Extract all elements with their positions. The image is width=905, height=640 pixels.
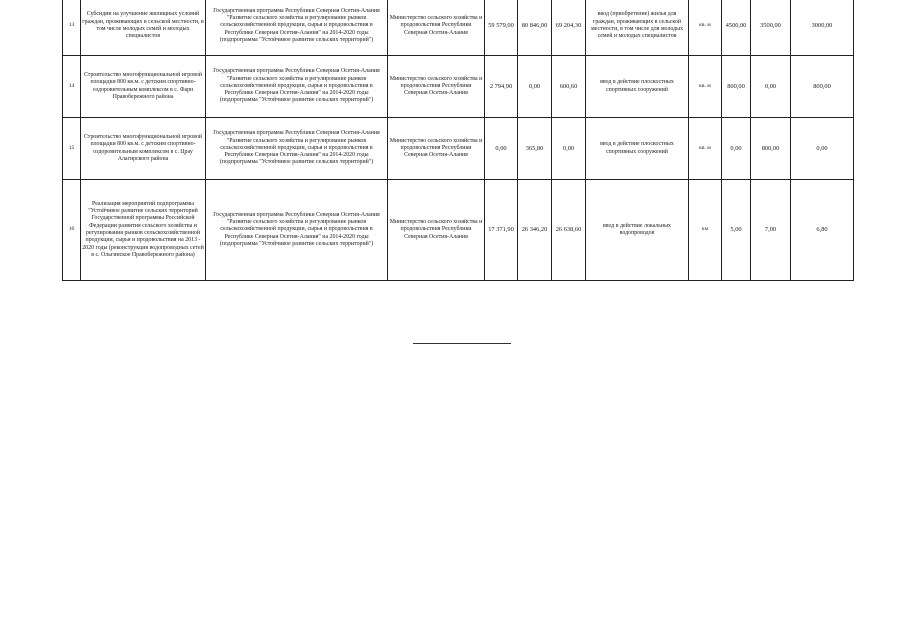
indicator-name: ввод (приобретение) жилья для граждан, проживающих в сельской местности, в том числе для молодых семей и молодых специалистов (586, 0, 689, 56)
row-number: 14 (63, 56, 81, 118)
page-separator (413, 343, 511, 344)
executor: Министерство сельского хозяйства и продовольствия Республики Северная Осетия-Алания (388, 0, 485, 56)
funding-value: 17 371,90 (485, 180, 518, 281)
indicator-value: 7,00 (751, 180, 791, 281)
funding-value: 26 346,20 (518, 180, 552, 281)
executor: Министерство сельского хозяйства и продовольствия Республики Северная Осетия-Алания (388, 118, 485, 180)
measure-name: Строительство многофункциональной игровой площадки 800 кв.м. с детским спортивно-оздоровительным комплексом в с. Црау Алагирского района (81, 118, 206, 180)
program-table (62, 0, 854, 281)
funding-value: 0,00 (518, 56, 552, 118)
program-name: Государственная программа Республики Северная Осетия-Алания "Развитие сельского хозяйства и регулирование рынков сельскохозяйственной продукции, сырья и продовольствия в Республике Северная Осетия-Алания" на 2014-2020 годы (подпрограмма "Устойчивое развитие сельских территорий") (206, 56, 388, 118)
indicator-value: 6,80 (791, 180, 854, 281)
funding-value: 26 638,60 (552, 180, 586, 281)
table-row (63, 180, 854, 281)
measure-name: Реализация мероприятий подпрограммы "Устойчивое развитие сельских территорий Государственной программы Российской Федерации развития сельского хозяйства и регулирования рынков сельскохозяйственной продукции, сырья и продовольствия на 2013 - 2020 годы (реконструкция водопроводных сетей в с. Ольгинское Правобережного района) (81, 180, 206, 281)
funding-value: 0,00 (552, 118, 586, 180)
indicator-value: 0,00 (751, 56, 791, 118)
indicator-value: 800,00 (751, 118, 791, 180)
indicator-value: 4500,00 (722, 0, 751, 56)
funding-value: 600,60 (552, 56, 586, 118)
table-row (63, 56, 854, 118)
unit: кв. м (689, 118, 722, 180)
executor: Министерство сельского хозяйства и продовольствия Республики Северная Осетия-Алания (388, 56, 485, 118)
program-name: Государственная программа Республики Северная Осетия-Алания "Развитие сельского хозяйства и регулирование рынков сельскохозяйственной продукции, сырья и продовольствия в Республике Северная Осетия-Алания" на 2014-2020 годы (подпрограмма "Устойчивое развитие сельских территорий") (206, 0, 388, 56)
funding-value: 365,80 (518, 118, 552, 180)
indicator-name: ввод в действие плоскостных спортивных сооружений (586, 118, 689, 180)
row-number: 15 (63, 118, 81, 180)
funding-value: 69 204,30 (552, 0, 586, 56)
indicator-value: 0,00 (791, 118, 854, 180)
indicator-value: 5,00 (722, 180, 751, 281)
row-number: 16 (63, 180, 81, 281)
funding-value: 0,00 (485, 118, 518, 180)
indicator-value: 3500,00 (751, 0, 791, 56)
indicator-value: 3000,00 (791, 0, 854, 56)
program-name: Государственная программа Республики Северная Осетия-Алания "Развитие сельского хозяйства и регулирование рынков сельскохозяйственной продукции, сырья и продовольствия в Республике Северная Осетия-Алания" на 2014-2020 годы (подпрограмма "Устойчивое развитие сельских территорий") (206, 118, 388, 180)
unit: кв. м (689, 0, 722, 56)
funding-value: 80 846,00 (518, 0, 552, 56)
row-number: 13 (63, 0, 81, 56)
table-row (63, 0, 854, 56)
indicator-value: 0,00 (722, 118, 751, 180)
funding-value: 59 579,00 (485, 0, 518, 56)
measure-name: Субсидии на улучшение жилищных условий граждан, проживающих в сельской местности, в том числе молодых семей и молодых специалистов (81, 0, 206, 56)
indicator-name: ввод в действие плоскостных спортивных сооружений (586, 56, 689, 118)
executor: Министерство сельского хозяйства и продовольствия Республики Северная Осетия-Алания (388, 180, 485, 281)
indicator-value: 800,00 (722, 56, 751, 118)
funding-value: 2 794,90 (485, 56, 518, 118)
unit: кв. м (689, 56, 722, 118)
indicator-value: 800,00 (791, 56, 854, 118)
program-name: Государственная программа Республики Северная Осетия-Алания "Развитие сельского хозяйства и регулирование рынков сельскохозяйственной продукции, сырья и продовольствия в Республике Северная Осетия-Алания" на 2014-2020 годы (подпрограмма "Устойчивое развитие сельских территорий") (206, 180, 388, 281)
measure-name: Строительство многофункциональной игровой площадки 800 кв.м. с детским спортивно-оздоровительным комплексом в с. Фарн Правобережного района (81, 56, 206, 118)
table-row (63, 118, 854, 180)
unit: км (689, 180, 722, 281)
indicator-name: ввод в действие локальных водопроводов (586, 180, 689, 281)
